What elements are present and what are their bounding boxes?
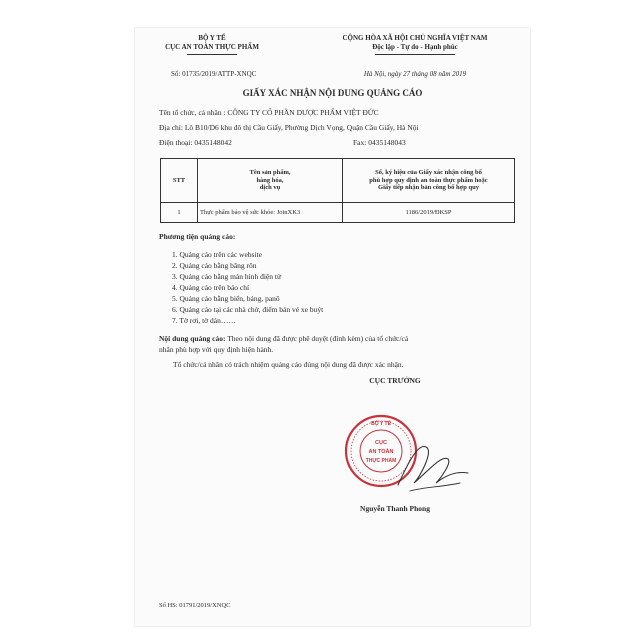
column-header-cert-l1: Số, ký hiệu của Giấy xác nhận công bố	[375, 169, 482, 177]
row-stt: 1	[161, 203, 198, 223]
registration-table	[160, 158, 515, 223]
table-row	[161, 203, 515, 223]
org-phone: Điện thoại: 0435148042	[159, 138, 232, 147]
national-title: CỘNG HÒA XÃ HỘI CHỦ NGHĨA VIỆT NAM	[342, 34, 488, 42]
signer-position: CỤC TRƯỞNG	[369, 376, 421, 385]
signature-scribble	[390, 433, 475, 498]
list-item: 4. Quảng cáo trên báo chí	[172, 283, 250, 292]
document-title: GIẤY XÁC NHẬN NỘI DUNG QUẢNG CÁO	[242, 88, 423, 98]
column-header-stt: STT	[161, 159, 198, 203]
column-header-product-l3: dịch vụ	[259, 184, 281, 192]
content-text-l2: nhân phù hợp với quy định hiện hành.	[159, 345, 274, 354]
document-number: Số: 01735/2019/ATTP-XNQC	[171, 70, 257, 78]
list-item: 3. Quảng cáo bằng màn hình điện tử	[172, 272, 282, 281]
header-right-underline	[375, 54, 455, 55]
org-address: Địa chỉ: Lô B10/D6 khu đô thị Cầu Giấy, Phường Dịch Vọng, Quận Cầu Giấy, Hà Nội	[159, 123, 419, 132]
content-label: Nội dung quảng cáo:	[159, 334, 226, 343]
national-motto: Độc lập - Tự do - Hạnh phúc	[372, 43, 458, 51]
table-header-row	[161, 159, 515, 203]
stamp-line-2: AN TOÀN	[368, 449, 394, 455]
list-item: 5. Quảng cáo bằng biển, bảng, panô	[172, 294, 280, 303]
ministry-name: BỘ Y TẾ	[198, 34, 226, 42]
org-fax: Fax: 0435148043	[353, 138, 406, 147]
signer-name: Nguyễn Thanh Phong	[360, 504, 430, 513]
document-date: Hà Nội, ngày 27 tháng 08 năm 2019	[363, 70, 467, 78]
org-name: Tên tổ chức, cá nhân : CÔNG TY CỔ PHẦN DƯỢC PHẨM VIỆT ĐỨC	[159, 108, 379, 117]
department-name: CỤC AN TOÀN THỰC PHẨM	[165, 43, 259, 51]
document-page	[135, 28, 530, 626]
row-product: Thực phẩm bảo vệ sức khỏe: JoinXK3	[198, 203, 343, 223]
stamp-line-3: THỰC PHẨM	[365, 458, 397, 464]
stamp-ring-text: BỘ Y TẾ	[371, 421, 391, 427]
stamp-line-1: CỤC	[375, 440, 387, 446]
file-number: Số HS: 01791/2019/XNQC	[159, 602, 231, 609]
content-text-l1: Theo nội dung đã được phê duyệt (đính kèm) của tổ chức/cá	[225, 334, 409, 343]
column-header-product-l1: Tên sản phẩm,	[249, 169, 291, 177]
header-left-underline	[187, 54, 237, 55]
list-item: 1. Quảng cáo trên các website	[172, 250, 262, 259]
row-cert: 1186/2019/ĐKSP	[343, 203, 515, 223]
column-header-product	[198, 159, 343, 203]
column-header-cert	[343, 159, 515, 203]
list-item: 2. Quảng cáo bằng băng rôn	[172, 261, 257, 270]
column-header-product-l2: hàng hóa,	[256, 176, 284, 184]
content-line-1	[159, 334, 408, 343]
column-header-cert-l2: phù hợp quy định an toàn thực phẩm hoặc	[369, 176, 488, 184]
list-item: 6. Quảng cáo tại các nhà chờ, điểm bán vé xe buýt	[172, 305, 324, 314]
list-item: 7. Tờ rơi, tờ dán……	[172, 316, 236, 325]
media-heading: Phương tiện quảng cáo:	[159, 232, 236, 241]
responsibility-note: Tổ chức/cá nhân có trách nhiệm quảng cáo đúng nội dung đã được xác nhận.	[173, 360, 404, 369]
column-header-cert-l3: Giấy tiếp nhận bản công bố hợp quy	[378, 184, 479, 192]
